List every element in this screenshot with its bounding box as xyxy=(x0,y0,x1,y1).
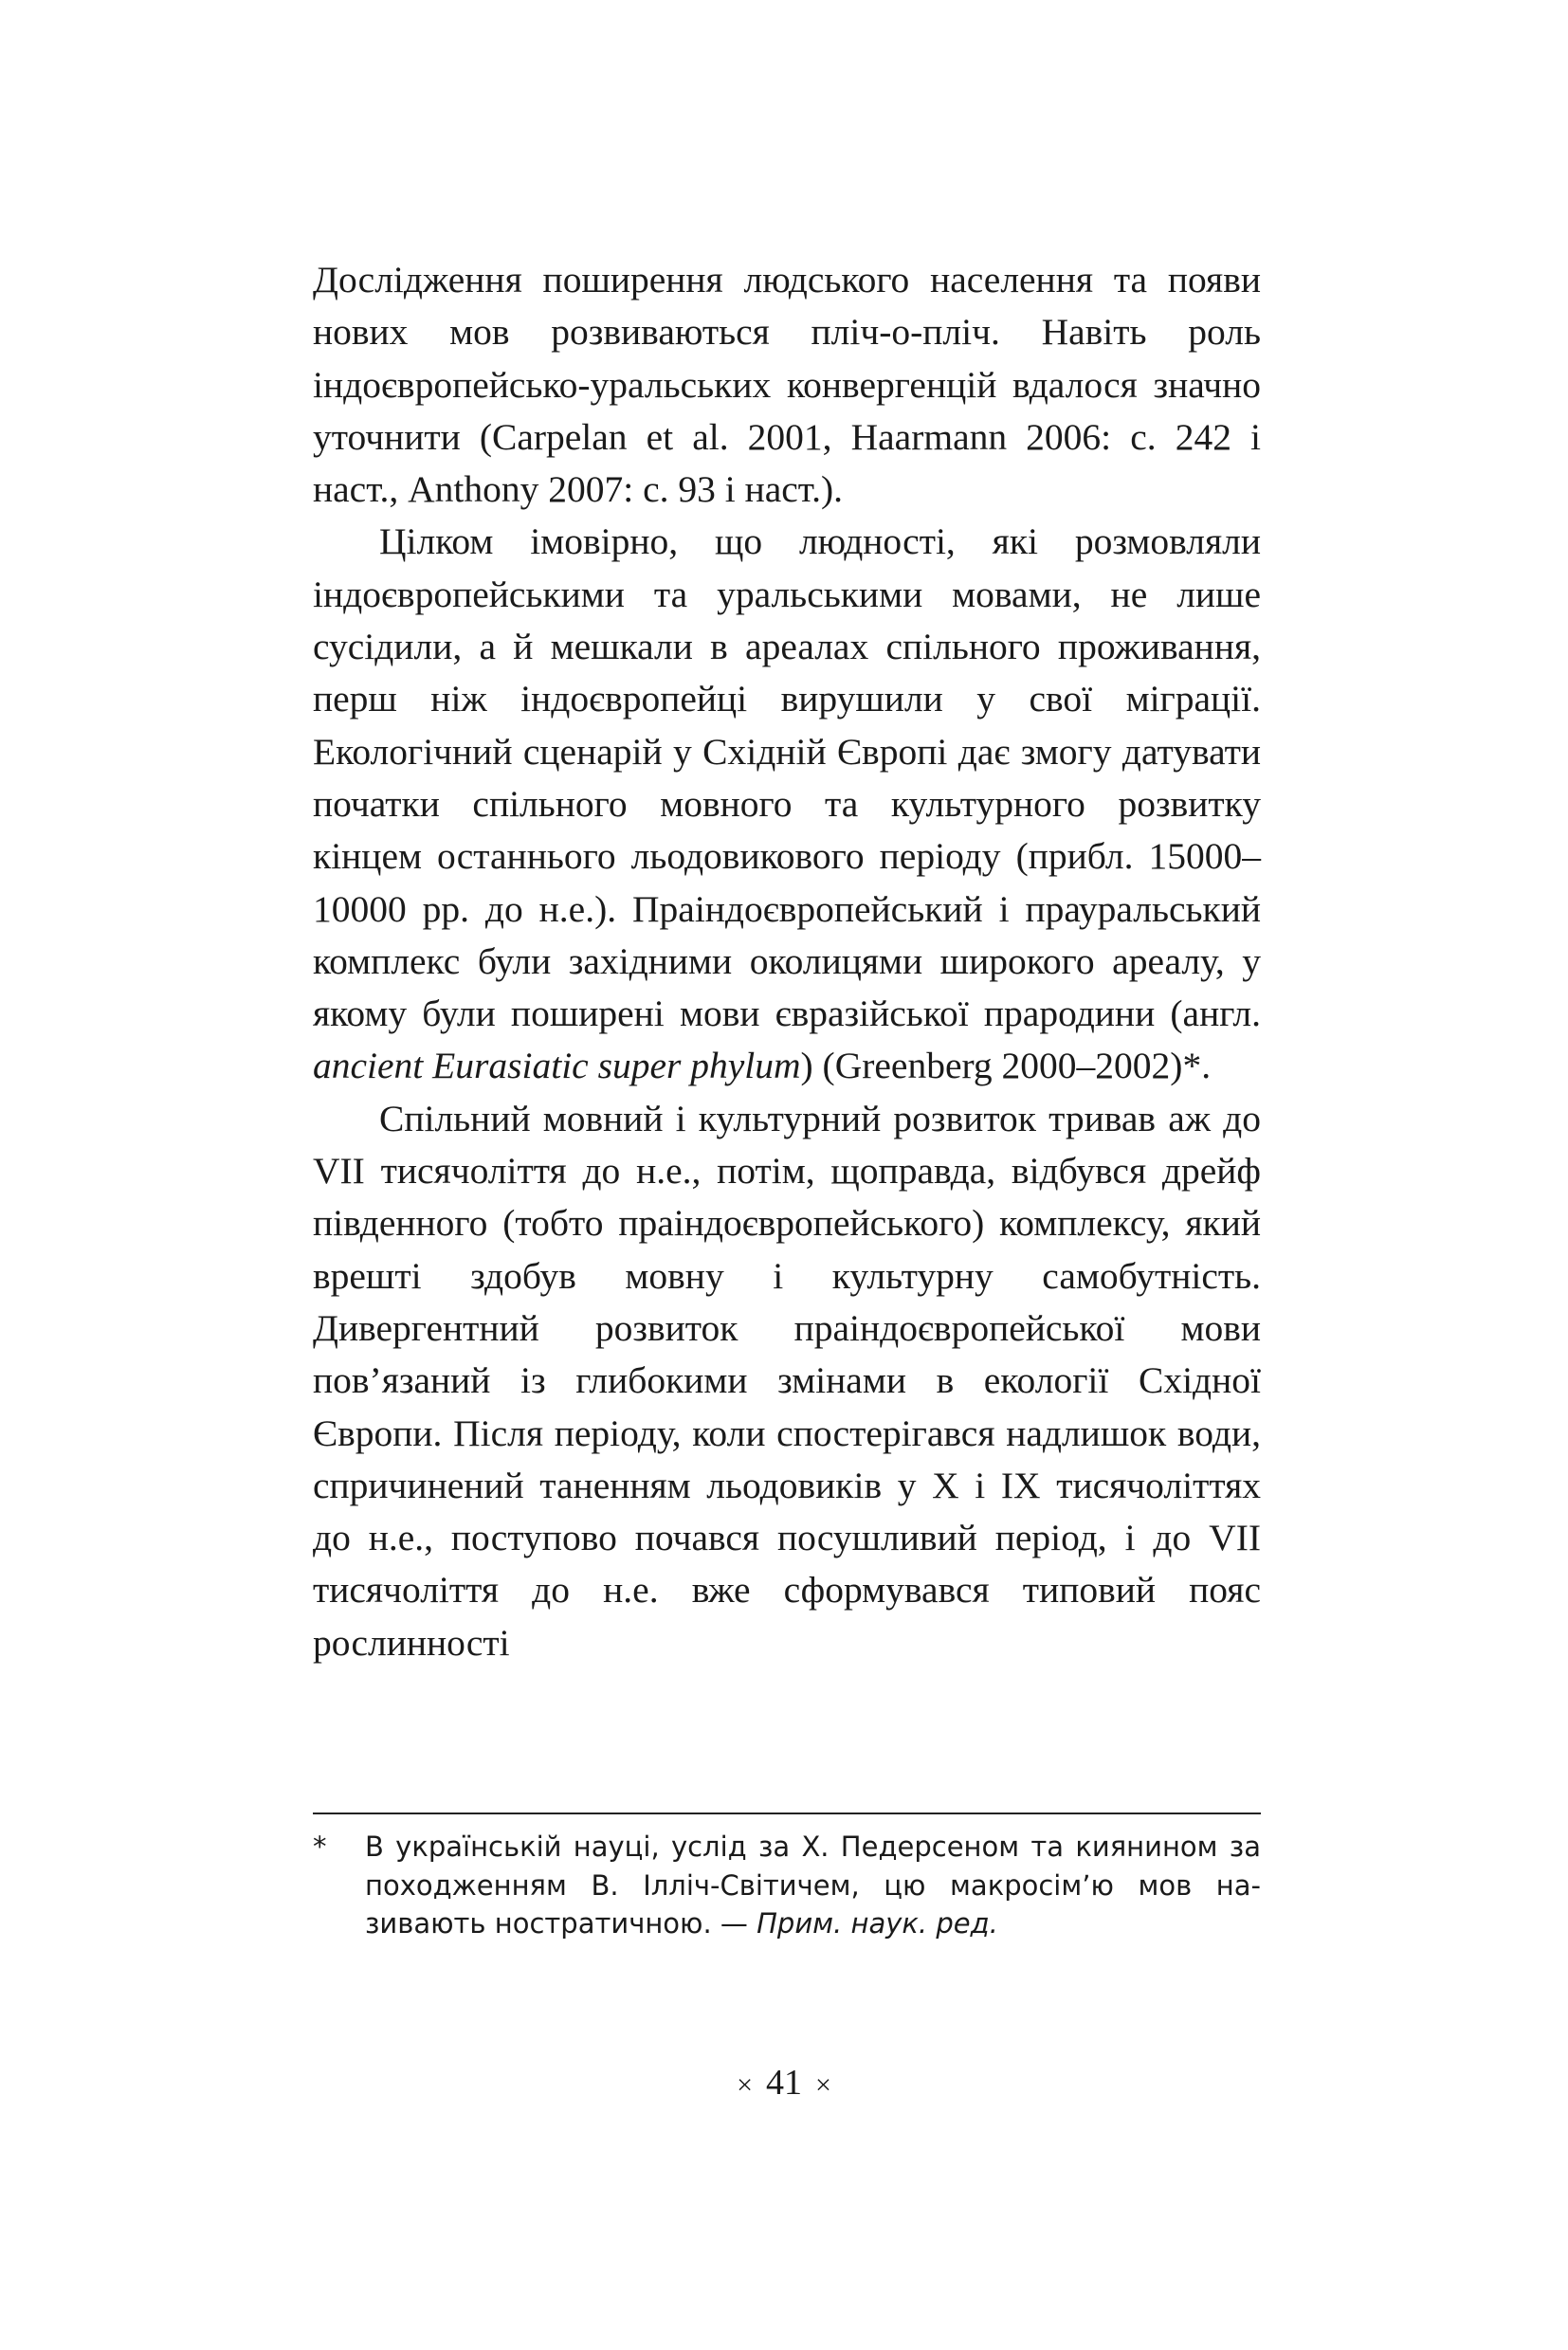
footnote-editor-note: Прим. наук. ред. xyxy=(757,1907,998,1940)
paragraph-2-citation: ) (Greenberg 2000–2002) xyxy=(800,1045,1183,1087)
paragraph-2-end: . xyxy=(1201,1045,1212,1087)
paragraph-2-italic-term: ancient Eurasiatic super phylum xyxy=(313,1045,801,1087)
paragraph-1: Дослідження поширення людського населення та появи нових мов розвиваються пліч-о-пліч. Навіть роль індоєвропейсько-уральських конвергенцій вдалося значно уточнити (Carpelan et al. 2001, Haarmann 2006: с. 242 і наст., Anthony 2007: с. 93 і наст.). xyxy=(313,259,1261,511)
paragraph-3: Спільний мовний і культурний розвиток тривав аж до VII тисячоліття до н.е., потім, щоправда, відбувся дрейф південного (тобто праіндоєвропейського) комплексу, який врешті здобув мовну і культурну самобутність. Дивергентний розвиток праіндоєвропейської мови пов’язаний із глибокими змінами в екології Східної Європи. Після періоду, коли спостерігався надлишок води, спричинений таненням льодовиків у X і IX тисячоліттях до н.е., поступово почався посушливий період, і до VII тисячоліття до н.е. вже сформувався типовий пояс рослинності xyxy=(313,1097,1261,1664)
page-number-ornament-left: × xyxy=(737,2069,753,2101)
page-number-value: 41 xyxy=(766,2063,802,2103)
main-text xyxy=(313,254,1261,1669)
footnote-body xyxy=(365,1828,1261,1943)
footnote-divider xyxy=(313,1813,1261,1814)
footnote-reference: * xyxy=(1182,1045,1202,1087)
paragraph-2 xyxy=(313,516,1261,1092)
paragraph-2-text: Цілком імовірно, що людності, які розмовляли індоєвропейськими та уральськими мовами, не лише сусідили, а й мешкали в ареалах спільного проживання, перш ніж індоєвропейці вирушили у свої міграції. Екологічний сценарій у Східній Європі дає змогу датувати початки спільного мовного та культурного розвитку кінцем останнього льодовикового періоду (прибл. 15000–10000 рр. до н.е.). Праіндоєвропейський і прауральський комплекс були західними околицями широкого ареалу, у якому були поширені мови євразійської прародини (англ. xyxy=(313,520,1261,1035)
footnote-marker: * xyxy=(313,1831,327,1863)
page-number-ornament-right: × xyxy=(815,2069,831,2101)
footnote-text: В українській науці, услід за Х. Педерсеном та киянином за походженням В. Ілліч-Світичем, цю макросім’ю мов називають ностратичною. — xyxy=(365,1831,1261,1940)
footnote xyxy=(313,1828,1261,1943)
page-number xyxy=(0,2059,1568,2109)
